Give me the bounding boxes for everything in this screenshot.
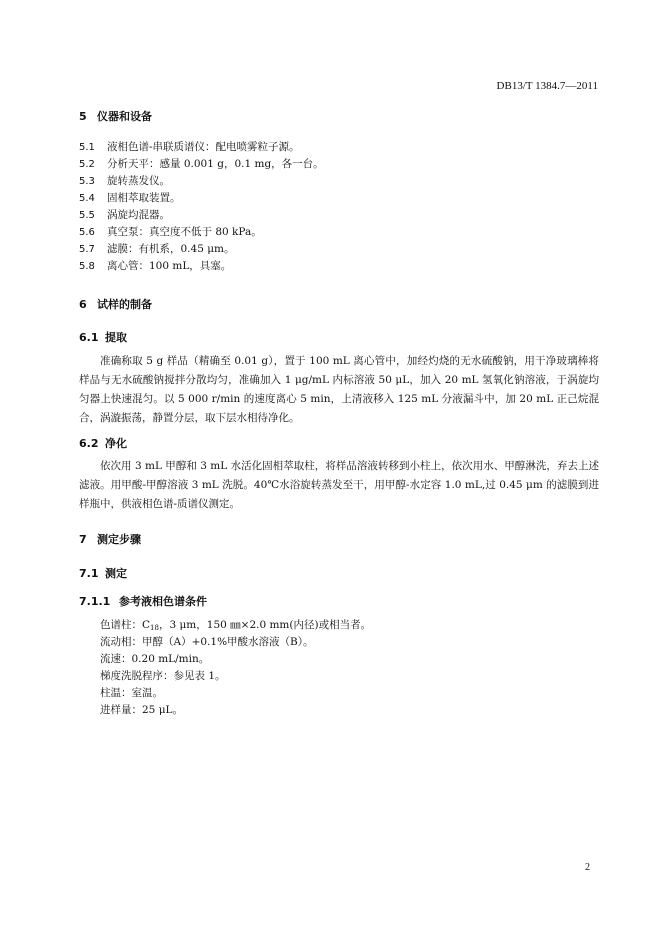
item-text: 固相萃取装置。 xyxy=(107,192,181,204)
condition-line xyxy=(100,702,183,719)
list-item xyxy=(79,173,170,190)
subsection-number: 7.1.1 xyxy=(79,595,111,608)
condition-text: 进样量：25 μL。 xyxy=(100,704,183,716)
item-text: 分析天平：感量 0.001 g，0.1 mg，各一台。 xyxy=(107,158,324,170)
subsection-6-1-heading xyxy=(79,329,127,345)
condition-line xyxy=(100,651,209,668)
section-6-heading xyxy=(79,296,152,312)
item-number: 5.5 xyxy=(79,210,95,221)
condition-text: 流速：0.20 mL/min。 xyxy=(100,653,210,665)
item-text: 滤膜：有机系，0.45 μm。 xyxy=(107,243,235,255)
subscript: 18 xyxy=(150,624,159,632)
subsection-6-2-heading xyxy=(79,435,127,451)
item-number: 5.7 xyxy=(79,244,95,255)
item-number: 5.2 xyxy=(79,159,95,170)
subsection-number: 6.1 xyxy=(79,331,99,344)
item-number: 5.8 xyxy=(79,261,95,272)
list-item xyxy=(79,139,300,156)
paragraph-extraction: 准确称取 5 g 样品（精确至 0.01 g），置于 100 mL 离心管中，加经灼烧的无水硫酸钠，用干净玻璃棒将样品与无水硫酸钠搅拌分散均匀，准确加入 1 μg/mL 内标溶液 50 μL，加入 20 mL 氢氧化钠溶液，于涡旋均匀器上快速混匀。以 5 000 r/min 的速度离心 5 min，上清液移入 125 mL 分液漏斗中，加 20 mL 正己烷混合，涡漩振荡，静置分层，取下层水相待净化。 xyxy=(79,355,599,424)
condition-text: 色谱柱：C xyxy=(100,619,151,631)
section-title: 试样的制备 xyxy=(97,298,152,311)
item-text: 旋转蒸发仪。 xyxy=(107,175,170,187)
item-number: 5.6 xyxy=(79,227,95,238)
subsection-title: 测定 xyxy=(105,567,127,580)
item-number: 5.3 xyxy=(79,176,95,187)
paragraph-purification: 依次用 3 mL 甲醇和 3 mL 水活化固相萃取柱，将样品溶液转移到小柱上，依次用水、甲醇淋洗，弃去上述滤液。用甲酸-甲醇溶液 3 mL 洗脱。40℃水浴旋转蒸发至干，用甲醇-水定容 1.0 mL,过 0.45 μm 的滤膜到进样瓶中，供液相色谱-质谱仪测定。 xyxy=(79,460,599,510)
section-title: 仪器和设备 xyxy=(97,110,152,123)
section-number: 6 xyxy=(79,298,87,311)
item-number: 5.1 xyxy=(79,142,95,153)
item-text: 液相色谱-串联质谱仪：配电喷雾粒子源。 xyxy=(107,141,300,153)
subsection-7-1-1-heading xyxy=(79,593,207,609)
section-5-heading xyxy=(79,108,152,124)
section-number: 7 xyxy=(79,533,87,546)
item-text: 真空泵：真空度不低于 80 kPa。 xyxy=(107,226,262,238)
list-item xyxy=(79,156,324,173)
condition-line xyxy=(100,634,314,651)
list-item xyxy=(79,258,231,275)
document-number: DB13/T 1384.7—2011 xyxy=(496,80,598,92)
section-7-heading xyxy=(79,531,141,547)
page-number: 2 xyxy=(585,862,590,873)
section-number: 5 xyxy=(79,110,87,123)
condition-line xyxy=(100,685,163,702)
subsection-title: 提取 xyxy=(105,331,127,344)
condition-text: 流动相：甲醇（A）+0.1%甲酸水溶液（B）。 xyxy=(100,636,314,648)
section-title: 测定步骤 xyxy=(97,533,141,546)
condition-text: 柱温：室温。 xyxy=(100,687,163,699)
list-item xyxy=(79,207,170,224)
list-item xyxy=(79,241,235,258)
condition-text: 梯度洗脱程序：参见表 1。 xyxy=(100,670,226,682)
condition-text: ，3 μm，150 ㎜×2.0 mm(内径)或相当者。 xyxy=(158,619,372,631)
item-text: 离心管：100 mL，具塞。 xyxy=(107,260,232,272)
item-number: 5.4 xyxy=(79,193,95,204)
list-item xyxy=(79,190,181,207)
subsection-number: 7.1 xyxy=(79,567,99,580)
subsection-title: 净化 xyxy=(105,437,127,450)
item-text: 涡旋均混器。 xyxy=(107,209,170,221)
condition-line xyxy=(100,668,226,685)
list-item xyxy=(79,224,262,241)
subsection-number: 6.2 xyxy=(79,437,99,450)
subsection-title: 参考液相色谱条件 xyxy=(119,595,207,608)
subsection-7-1-heading xyxy=(79,565,127,581)
